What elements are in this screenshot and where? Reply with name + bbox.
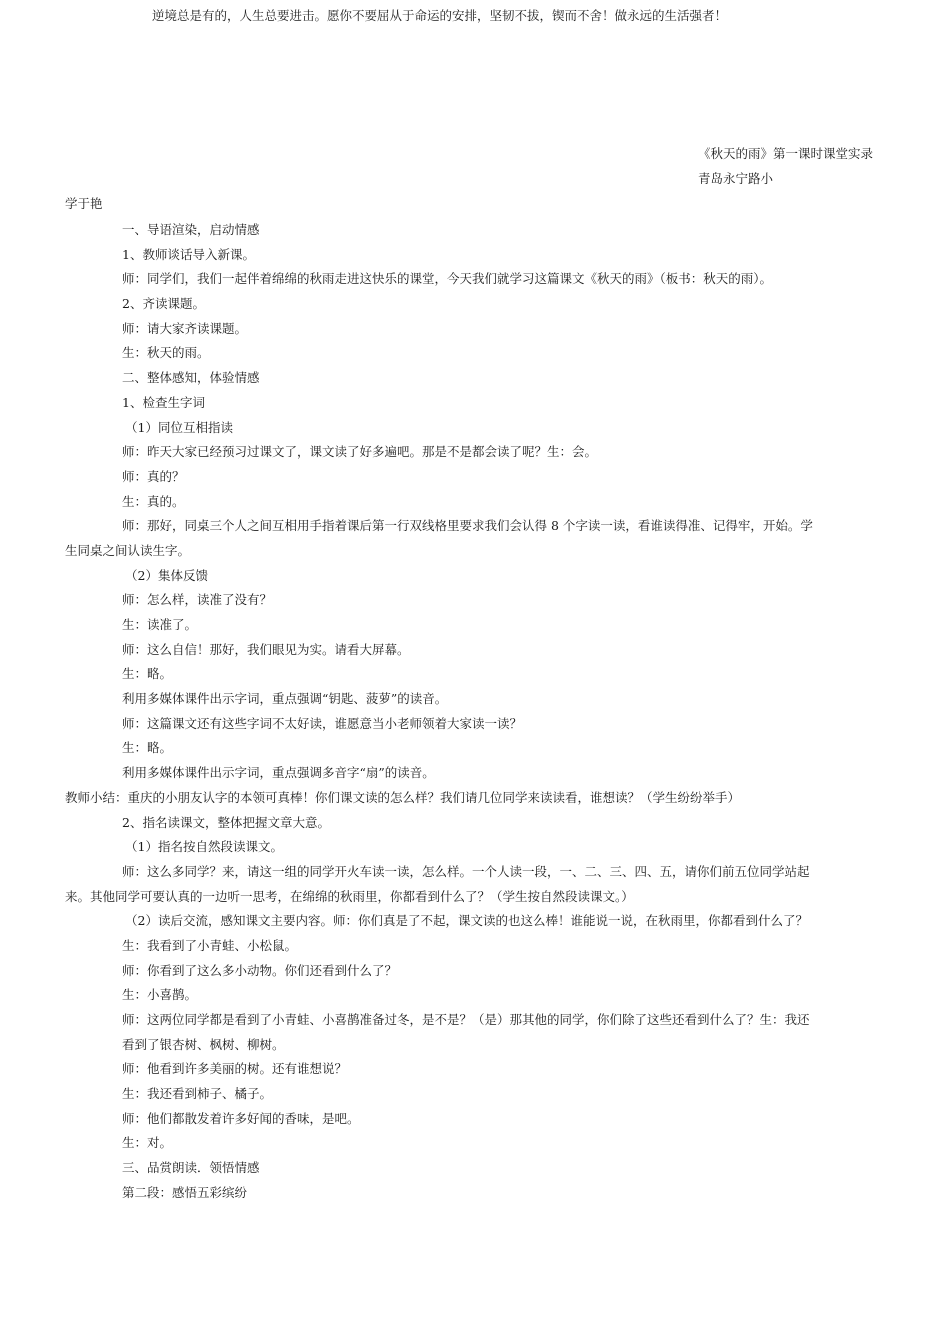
dialogue-line: 生：略。 (122, 666, 173, 682)
dialogue-line: 生：对。 (122, 1135, 173, 1151)
dialogue-line: 生：略。 (122, 740, 173, 756)
note-line: 利用多媒体课件出示字词，重点强调多音字“扇”的读音。 (122, 765, 435, 781)
summary-line: 教师小结：重庆的小朋友认字的本领可真棒！你们课文读的怎么样？我们请几位同学来读读看，谁想读？（学生纷纷举手） (65, 789, 741, 805)
dialogue-line: 师：请大家齐读课题。 (122, 320, 248, 336)
author-name: 学于艳 (65, 196, 103, 211)
dialogue-line-continued: 看到了银杏树、枫树、柳树。 (122, 1036, 285, 1052)
sub-step-heading: （2）集体反馈 (125, 567, 208, 583)
step-heading: 2、齐读课题。 (122, 296, 205, 312)
section-heading: 一、导语渲染，启动情感 (122, 222, 260, 237)
section-heading: 二、整体感知，体验情感 (122, 370, 260, 386)
dialogue-line: 生：秋天的雨。 (122, 345, 210, 361)
dialogue-line: 师：这么多同学？来，请这一组的同学开火车读一读，怎么样。一个人读一段，一、二、三、四、五，请你们前五位同学站起 (122, 863, 810, 879)
dialogue-line: 师：那好，同桌三个人之间互相用手指着课后第一行双线格里要求我们会认得 8 个字读一读，看谁读得准、记得牢，开始。学 (122, 518, 813, 534)
dialogue-line: 生：读准了。 (122, 617, 198, 632)
dialogue-line: 生：我还看到柿子、橘子。 (122, 1086, 273, 1102)
sub-step-heading: （1）指名按自然段读课文。 (125, 839, 283, 855)
school-name: 青岛永宁路小 (698, 171, 774, 186)
transcript-body (65, 218, 887, 1206)
step-heading: 1、教师谈话导入新课。 (122, 246, 255, 262)
dialogue-line: 师：你看到了这么多小动物。你们还看到什么了？ (122, 962, 398, 978)
dialogue-line: 生：我看到了小青蛙、小松鼠。 (122, 937, 298, 953)
step-heading: 2、指名读课文，整体把握文章大意。 (122, 814, 330, 830)
dialogue-line: 师：同学们，我们一起伴着绵绵的秋雨走进这快乐的课堂，今天我们就学习这篇课文《秋天的雨》（板书：秋天的雨）。 (122, 271, 773, 287)
dialogue-line: 师：昨天大家已经预习过课文了，课文读了好多遍吧。那是不是都会读了呢？生：会。 (122, 444, 598, 460)
dialogue-line: 师：怎么样，读准了没有？ (122, 592, 273, 608)
dialogue-line: 师：这篇课文还有这些字词不太好读，谁愿意当小老师领着大家读一读？ (122, 715, 523, 731)
page-title: 《秋天的雨》第一课时课堂实录 (698, 146, 874, 161)
dialogue-line: 生：真的。 (122, 493, 185, 509)
sub-step-heading: （1）同位互相指读 (125, 419, 233, 435)
note-line: 利用多媒体课件出示字词，重点强调“钥匙、菠萝”的读音。 (122, 691, 448, 707)
step-heading: 1、检查生字词 (122, 394, 205, 410)
dialogue-line: 师：他们都散发着许多好闻的香味，是吧。 (122, 1110, 360, 1126)
dialogue-line: 师：他看到许多美丽的树。还有谁想说？ (122, 1061, 348, 1077)
header-quote: 逆境总是有的，人生总要进击。愿你不要屈从于命运的安排，坚韧不拔，锲而不舍！做永远的生活强者！ (152, 8, 728, 23)
step-heading: 第二段：感悟五彩缤纷 (122, 1184, 248, 1200)
dialogue-line: 师：这么自信！那好，我们眼见为实。请看大屏幕。 (122, 641, 410, 657)
sub-step-heading: （2）读后交流，感知课文主要内容。师：你们真是了不起，课文读的也这么棒！谁能说一说，在秋雨里，你都看到什么了？ (125, 913, 808, 929)
section-heading: 三、品赏朗读．领悟情感 (122, 1160, 260, 1176)
dialogue-line-continued: 来。其他同学可要认真的一边听一思考，在绵绵的秋雨里，你都看到什么了？（学生按自然段读课文。） (65, 888, 634, 904)
dialogue-line: 师：真的？ (122, 468, 185, 484)
dialogue-line: 生：小喜鹊。 (122, 987, 198, 1003)
dialogue-line-continued: 生同桌之间认读生字。 (65, 542, 191, 558)
dialogue-line: 师：这两位同学都是看到了小青蛙、小喜鹊准备过冬，是不是？（是）那其他的同学，你们除了这些还看到什么了？生：我还 (122, 1012, 810, 1027)
